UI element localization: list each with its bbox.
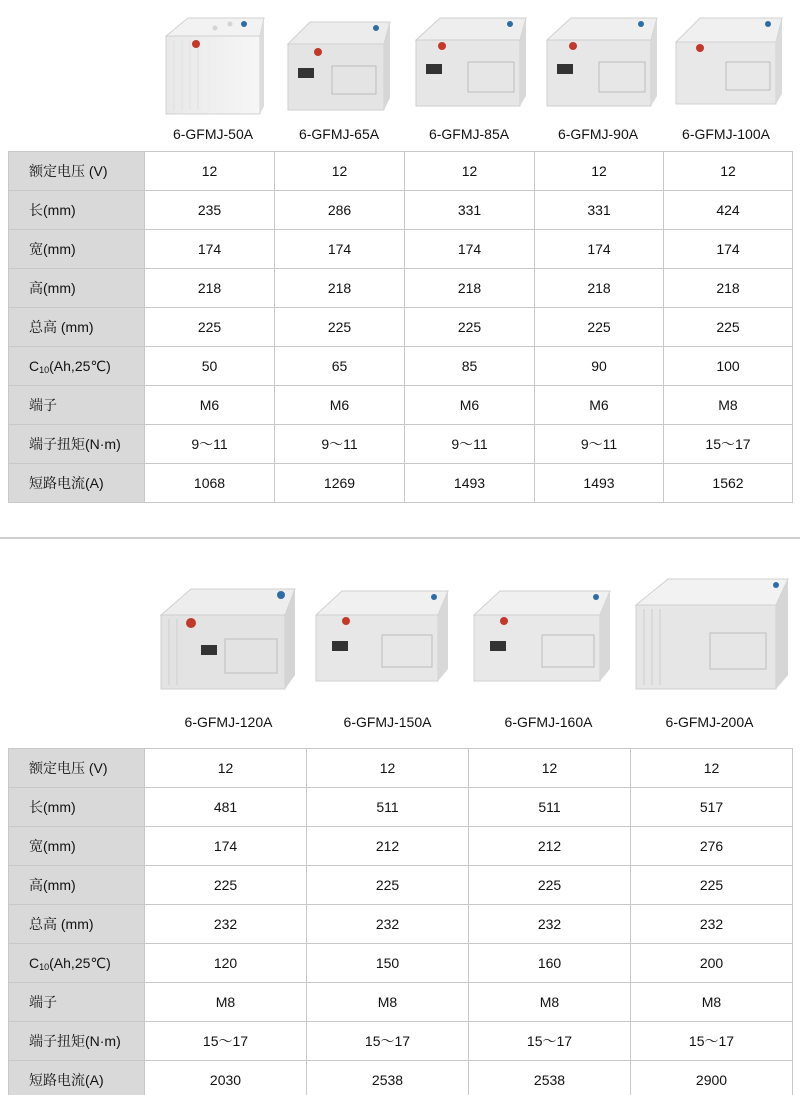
table-cell: 218 <box>405 269 535 308</box>
row-header: 长(mm) <box>9 788 145 827</box>
table-cell: 9～11 <box>275 425 405 464</box>
table-cell: 225 <box>145 866 307 905</box>
battery-image-200a <box>630 575 792 695</box>
table-cell: 9～11 <box>405 425 535 464</box>
model-label: 6-GFMJ-150A <box>343 714 432 730</box>
table-cell: 160 <box>469 944 631 983</box>
table-cell: 1068 <box>145 464 275 503</box>
spec-table-1 <box>8 151 793 503</box>
battery-image-150a <box>312 585 452 685</box>
table-cell: 9～11 <box>145 425 275 464</box>
spec-section-1 <box>0 0 800 505</box>
table-cell: 218 <box>275 269 405 308</box>
table-cell: 1493 <box>405 464 535 503</box>
table-row <box>9 788 793 827</box>
table-cell: 12 <box>535 152 664 191</box>
model-label: 6-GFMJ-120A <box>184 714 273 730</box>
battery-image-100a <box>672 12 786 110</box>
battery-image-65a <box>284 10 394 115</box>
row-header: 长(mm) <box>9 191 145 230</box>
table-cell: 232 <box>145 905 307 944</box>
model-label: 6-GFMJ-200A <box>665 714 754 730</box>
row-header: $C_{10}(Ah,25℃)$ <box>9 347 145 386</box>
table-row <box>9 308 793 347</box>
row-header: 端子 <box>9 983 145 1022</box>
battery-image-50a <box>160 10 268 115</box>
table-row <box>9 905 793 944</box>
table-cell: 2030 <box>145 1061 307 1095</box>
table-cell: 120 <box>145 944 307 983</box>
table-cell: 1493 <box>535 464 664 503</box>
table-cell: 2538 <box>469 1061 631 1095</box>
table-cell: 12 <box>275 152 405 191</box>
table-cell: 225 <box>145 308 275 347</box>
table-cell: 174 <box>405 230 535 269</box>
table-cell: 12 <box>631 749 793 788</box>
table-row <box>9 152 793 191</box>
table-cell: 85 <box>405 347 535 386</box>
battery-image-85a <box>412 10 530 110</box>
table-cell: 9～11 <box>535 425 664 464</box>
row-header: 端子扭矩(N·m) <box>9 1022 145 1061</box>
table-cell: 12 <box>469 749 631 788</box>
table-cell: 200 <box>631 944 793 983</box>
table-cell: 225 <box>631 866 793 905</box>
battery-image-120a <box>155 583 300 693</box>
table-cell: 50 <box>145 347 275 386</box>
table-cell: 225 <box>307 866 469 905</box>
row-header: 高(mm) <box>9 866 145 905</box>
row-header: 端子 <box>9 386 145 425</box>
table-cell: 65 <box>275 347 405 386</box>
row-header: 短路电流(A) <box>9 1061 145 1095</box>
table-row <box>9 827 793 866</box>
table-row <box>9 191 793 230</box>
table-cell: M8 <box>664 386 793 425</box>
table-cell: 12 <box>664 152 793 191</box>
table-cell: 1562 <box>664 464 793 503</box>
battery-image-160a <box>470 585 614 685</box>
model-label: 6-GFMJ-90A <box>557 126 639 142</box>
row-header: 额定电压 (V) <box>9 152 145 191</box>
table-cell: 218 <box>145 269 275 308</box>
table-cell: 174 <box>275 230 405 269</box>
table-cell: 331 <box>535 191 664 230</box>
table-cell: 286 <box>275 191 405 230</box>
table-cell: 225 <box>535 308 664 347</box>
table-row <box>9 1061 793 1095</box>
table-cell: M6 <box>405 386 535 425</box>
table-row <box>9 1022 793 1061</box>
table-cell: 218 <box>535 269 664 308</box>
table-cell: M8 <box>307 983 469 1022</box>
battery-image-90a <box>543 10 661 110</box>
table-row <box>9 386 793 425</box>
table-cell: 12 <box>145 749 307 788</box>
row-header: 端子扭矩(N·m) <box>9 425 145 464</box>
row-header: 额定电压 (V) <box>9 749 145 788</box>
table-cell: 225 <box>275 308 405 347</box>
row-header: 宽(mm) <box>9 827 145 866</box>
table-row <box>9 230 793 269</box>
table-cell: 511 <box>307 788 469 827</box>
row-header: 总高 (mm) <box>9 905 145 944</box>
table-cell: M8 <box>631 983 793 1022</box>
table-cell: 2900 <box>631 1061 793 1095</box>
row-header: 高(mm) <box>9 269 145 308</box>
table-cell: 15～17 <box>664 425 793 464</box>
table-cell: 100 <box>664 347 793 386</box>
table-cell: 225 <box>664 308 793 347</box>
table-cell: 15～17 <box>307 1022 469 1061</box>
table-cell: 225 <box>405 308 535 347</box>
model-label: 6-GFMJ-160A <box>504 714 593 730</box>
spec-section-2 <box>0 575 800 1095</box>
table-cell: 174 <box>664 230 793 269</box>
table-row <box>9 425 793 464</box>
table-row <box>9 983 793 1022</box>
table-cell: 424 <box>664 191 793 230</box>
table-cell: 1269 <box>275 464 405 503</box>
table-cell: 15～17 <box>469 1022 631 1061</box>
table-cell: 232 <box>631 905 793 944</box>
table-row <box>9 944 793 983</box>
table-cell: M8 <box>469 983 631 1022</box>
table-cell: 12 <box>405 152 535 191</box>
table-cell: M8 <box>145 983 307 1022</box>
table-cell: 517 <box>631 788 793 827</box>
row-header: $C_{10}(Ah,25℃)$ <box>9 944 145 983</box>
table-cell: 276 <box>631 827 793 866</box>
table-cell: 150 <box>307 944 469 983</box>
table-row <box>9 464 793 503</box>
table-cell: 232 <box>307 905 469 944</box>
table-cell: 481 <box>145 788 307 827</box>
table-row <box>9 749 793 788</box>
table-cell: 218 <box>664 269 793 308</box>
table-cell: 212 <box>469 827 631 866</box>
model-label: 6-GFMJ-50A <box>172 126 254 142</box>
table-cell: 212 <box>307 827 469 866</box>
table-cell: 15～17 <box>145 1022 307 1061</box>
table-cell: 15～17 <box>631 1022 793 1061</box>
table-cell: 174 <box>145 230 275 269</box>
table-cell: 511 <box>469 788 631 827</box>
row-header: 宽(mm) <box>9 230 145 269</box>
table-cell: 12 <box>307 749 469 788</box>
table-cell: 174 <box>145 827 307 866</box>
model-label: 6-GFMJ-65A <box>298 126 380 142</box>
table-cell: 90 <box>535 347 664 386</box>
model-label: 6-GFMJ-85A <box>428 126 510 142</box>
table-cell: M6 <box>275 386 405 425</box>
table-cell: 2538 <box>307 1061 469 1095</box>
table-row <box>9 347 793 386</box>
row-header: 总高 (mm) <box>9 308 145 347</box>
section-divider <box>0 537 800 539</box>
table-cell: 331 <box>405 191 535 230</box>
table-row <box>9 866 793 905</box>
table-cell: 12 <box>145 152 275 191</box>
table-row <box>9 269 793 308</box>
table-cell: M6 <box>145 386 275 425</box>
table-cell: M6 <box>535 386 664 425</box>
table-cell: 174 <box>535 230 664 269</box>
model-label: 6-GFMJ-100A <box>682 126 770 142</box>
table-cell: 232 <box>469 905 631 944</box>
row-header: 短路电流(A) <box>9 464 145 503</box>
spec-table-2 <box>8 748 793 1095</box>
table-cell: 235 <box>145 191 275 230</box>
table-cell: 225 <box>469 866 631 905</box>
